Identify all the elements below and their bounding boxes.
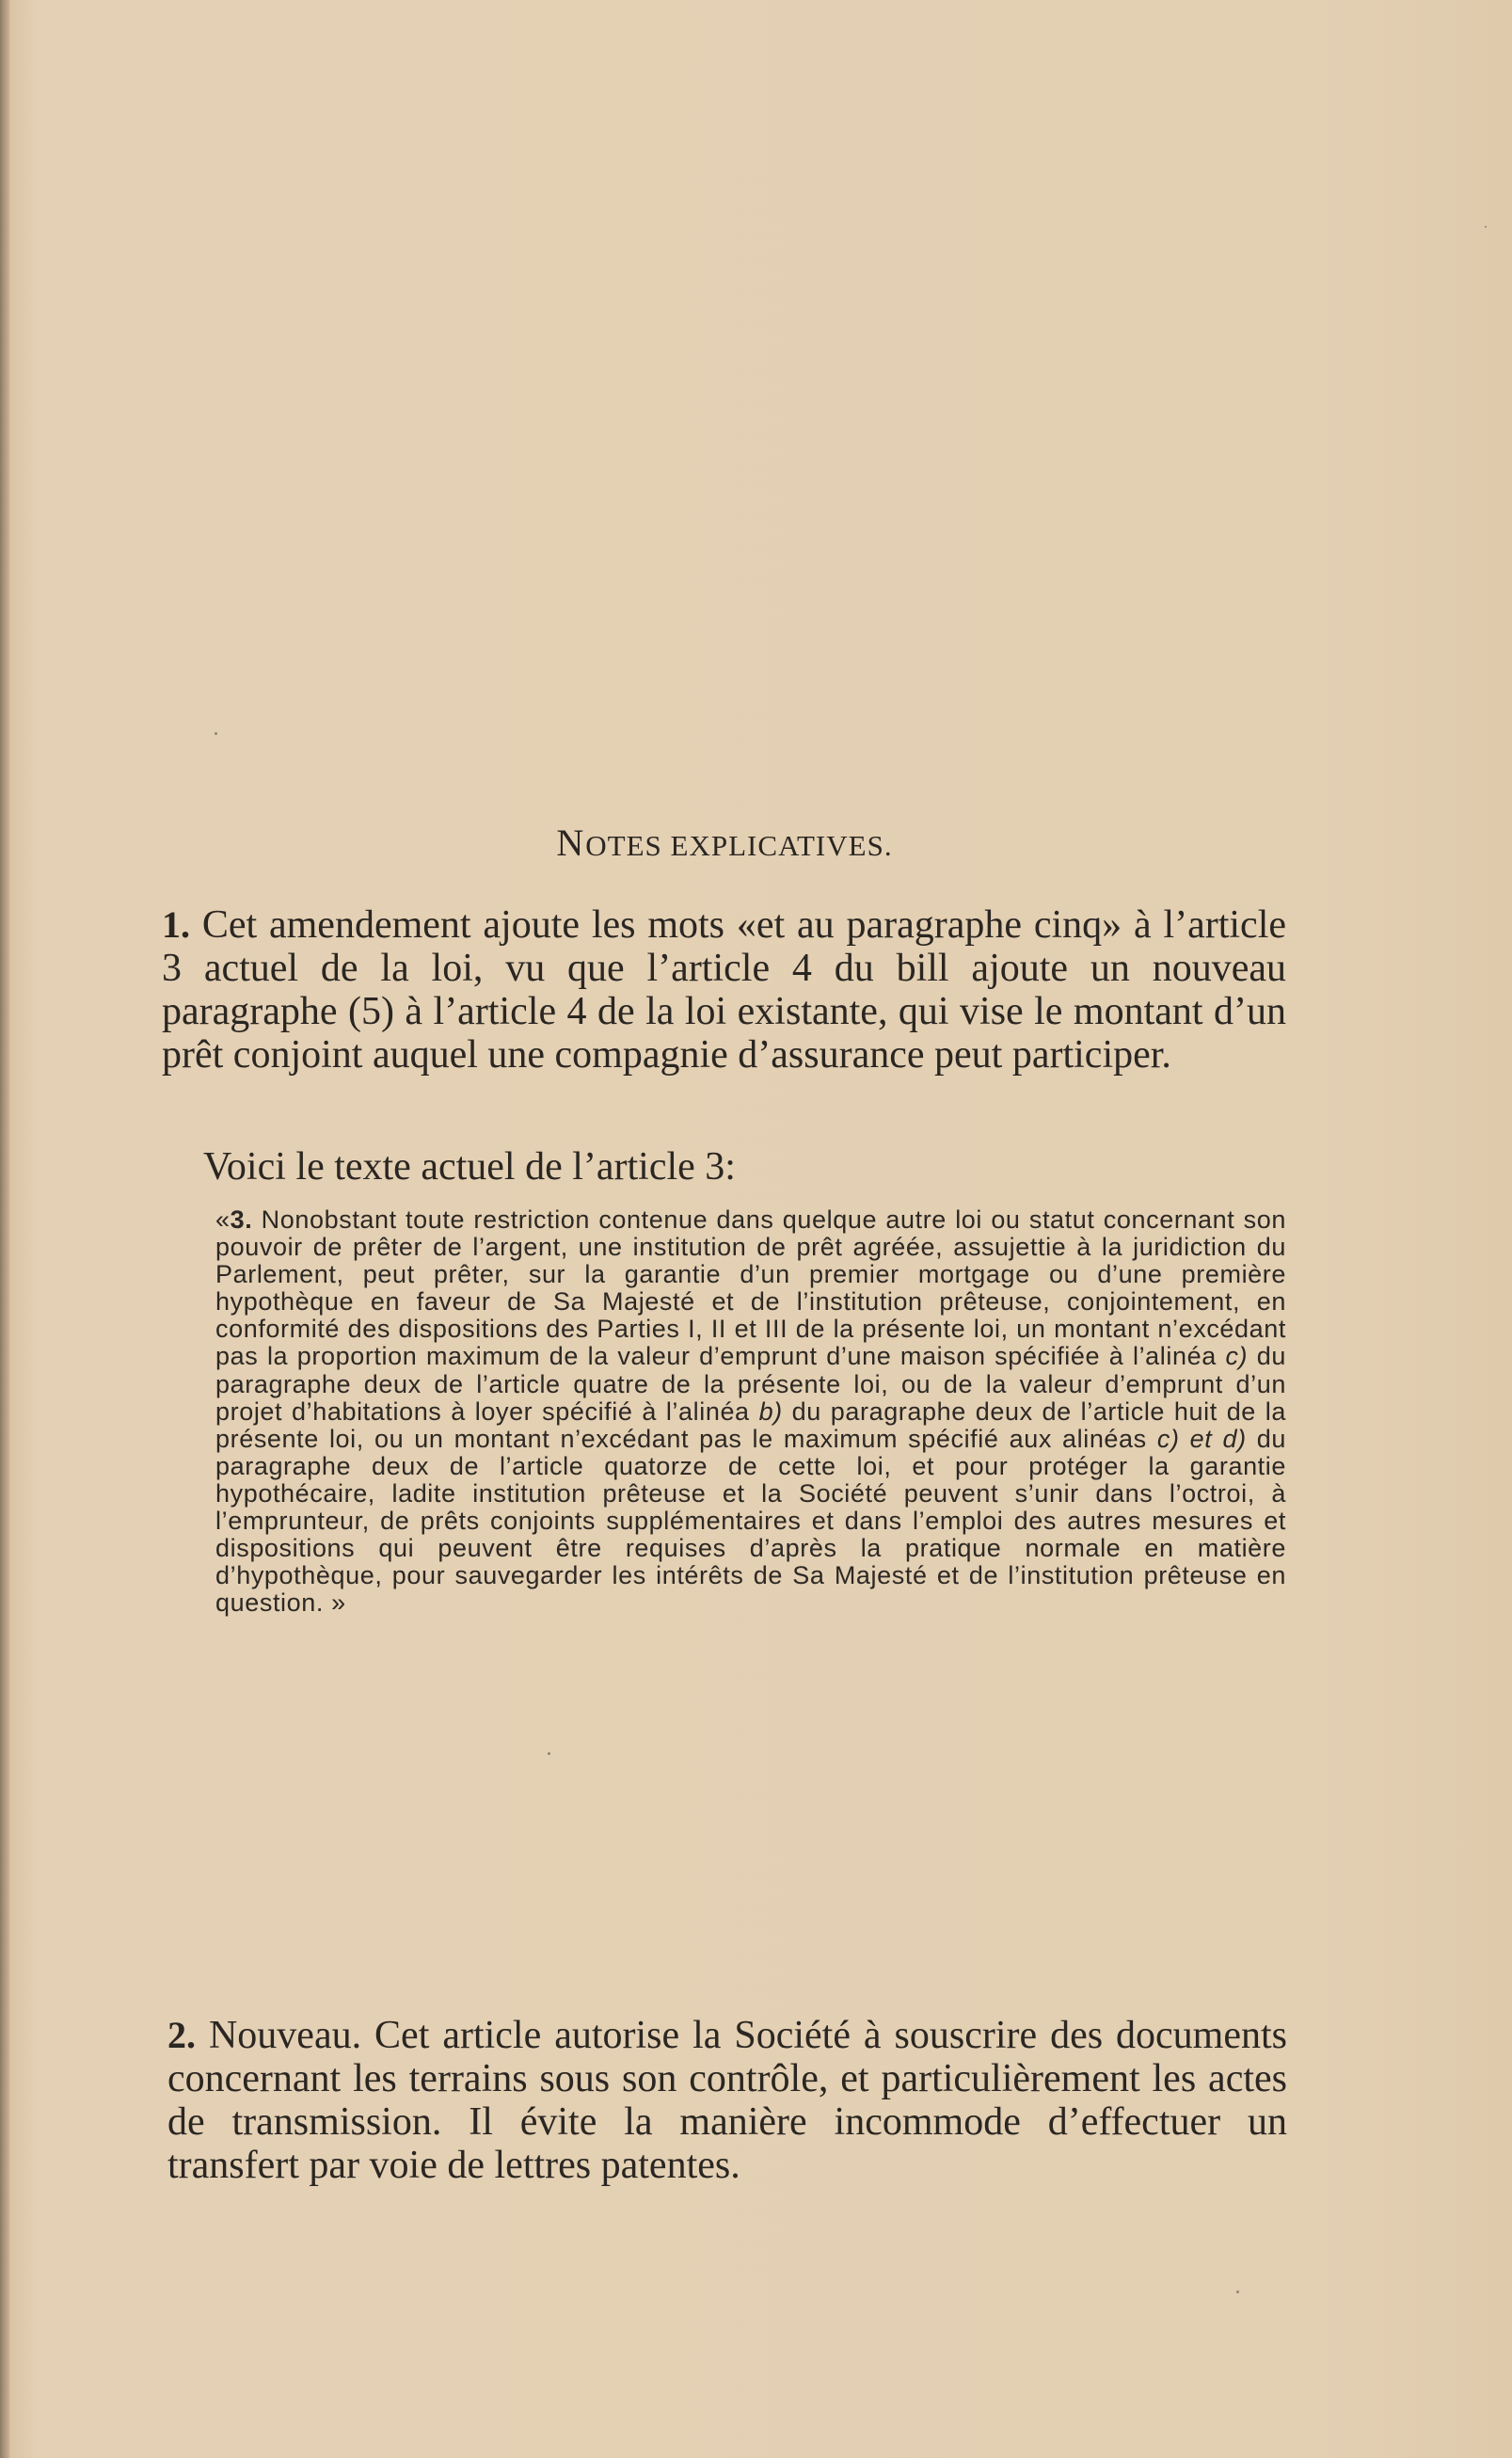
quote-ref-cd: c) et d) [1156,1424,1247,1453]
quote-text-part-4: du paragraphe deux de l’article quatorze de cette loi, et pour protéger la garantie hypothécaire, ladite institution prêteuse et la Société peuvent s’unir dans l’octroi, à l’emprunteur, de prêts conjoints supplémentaires et dans l’emploi des autres mesures et dispositions qui peuvent être requises d’après la pratique normale en matière d’hypothèque, pour sauvegarder les intérêts de Sa Majesté et de l’institution prêteuse en question. [215,1424,1286,1618]
paper-speck [1485,226,1487,228]
quote-text-part-3: du paragraphe deux de l’article huit de la présente loi, ou un montant n’excédant pas le maximum spécifié aux alinéas [215,1397,1287,1453]
paper-speck [1236,2290,1239,2293]
note-1-paragraph [162,903,1286,1077]
quote-open-mark: « [215,1205,231,1234]
heading-rest: OTES EXPLICATIVES. [585,829,893,862]
note-2-text: Nouveau. Cet article autorise la Société à souscrire des documents concernant les terrains sous son contrôle, et particulièrement les actes de transmission. Il évite la manière incommode d’effectuer un transfert par voie de lettres patentes. [167,2014,1288,2187]
section-heading [0,821,1449,865]
quote-close-mark: » [323,1588,346,1618]
quote-text-part-1: Nonobstant toute restriction contenue dans quelque autre loi ou statut concernant son pouvoir de prêter de l’argent, une institution de prêt agréée, assujettie à la juridiction du Parlement, peut prêter, sur la garantie d’un premier mortgage ou d’une première hypothèque en faveur de Sa Majesté et de l’institution prêteuse, conjointement, en conformité des dispositions des Parties I, II et III de la présente loi, un montant n’excédant pas la proportion maximum de la valeur d’emprunt d’une maison spécifiée à l’alinéa [215,1205,1287,1371]
quote-ref-c: c) [1225,1342,1249,1371]
quote-ref-b: b) [758,1397,783,1426]
quote-article-number: 3. [230,1205,253,1234]
page-edge-shadow [0,0,9,2458]
paper-speck [548,1752,550,1755]
note-1-text: Cet amendement ajoute les mots «et au paragraphe cinq» à l’article 3 actuel de la loi, vu que l’article 4 du bill ajoute un nouveau paragraphe (5) à l’article 4 de la loi existante, qui vise le montant d’un prêt conjoint auquel une compagnie d’assurance peut participer. [162,903,1287,1077]
note-1-number: 1. [162,903,190,946]
note-2-number: 2. [167,2014,196,2056]
note-2-paragraph [167,2014,1287,2187]
quoted-article-3 [215,1206,1286,1617]
paper-speck [215,732,217,735]
article-lead-in: Voici le texte actuel de l’article 3: [203,1145,736,1189]
quote-text-part-2: du paragraphe deux de l’article quatre de la présente loi, ou de la valeur d’emprunt d’un projet d’habitations à loyer spécifié à l’alinéa [215,1342,1286,1426]
heading-initial: N [556,822,586,864]
